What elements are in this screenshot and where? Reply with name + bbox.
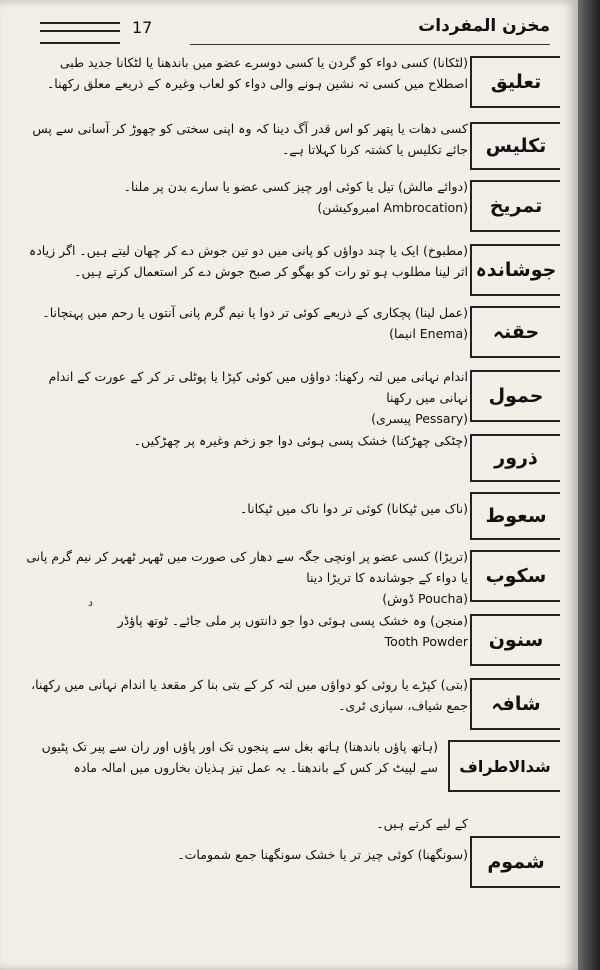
glossary-entry <box>20 732 560 824</box>
glossary-entry <box>20 48 560 114</box>
term-box <box>470 306 560 358</box>
definition: (ہاتھ پاؤں باندھنا) ہاتھ بغل سے پنجوں تک اور پاؤں اور ران سے پیر تک پٹیوں سے لپیٹ کر کس کے باندھنا۔ یہ عمل تیز ہذیان بخاروں میں امالہ مادہ <box>41 739 438 775</box>
definition: (چٹکی چھڑکنا) خشک پسی ہوئی دوا جو زخم وغیرہ پر چھڑکیں۔ <box>133 433 468 448</box>
page-header <box>40 16 550 46</box>
glossary-entry <box>20 542 560 606</box>
term: ذرور <box>494 447 538 469</box>
english-equivalent: Tooth Powder <box>384 634 468 649</box>
definition: (مطبوخ) ایک یا چند دواؤں کو پانی میں دو تین جوش دے کر چھان لیتے ہیں۔ اگر زیادہ اثر لینا مطلوب ہو تو رات کو بھگو کر صبح جوش دے کر استعمال کرتے ہیں۔ <box>28 243 468 279</box>
term: سعوط <box>485 505 547 527</box>
term: تکلیس <box>485 135 547 157</box>
term: تعلیق <box>490 71 542 93</box>
english-equivalent: (انیما Enema) <box>389 326 468 341</box>
term-box <box>470 434 560 482</box>
glossary-entry <box>20 484 560 542</box>
glossary-entry <box>20 824 560 896</box>
glossary-entry <box>20 298 560 362</box>
glossary-entry <box>20 114 560 172</box>
glossary-entry <box>20 606 560 670</box>
term: شموم <box>487 851 545 873</box>
definition: (تریڑا) کسی عضو پر اونچی جگہ سے دھار کی صورت میں ٹھہر ٹھہر کر نیم گرم پانی یا دواء کے جوشاندہ کا تریڑا دینا (ڈوش Poucha) <box>26 549 468 606</box>
definition: (سونگھنا) کوئی چیز تر یا خشک سونگھنا جمع شمومات۔ <box>177 847 468 862</box>
continuation-text: کے لیے کرتے ہیں۔ <box>376 816 468 831</box>
term: سنون <box>488 629 544 651</box>
glossary-entry <box>20 362 560 426</box>
term: تمریخ <box>489 195 543 217</box>
term: شدالاطراف <box>459 756 551 776</box>
term-box <box>470 836 560 888</box>
term-box <box>470 492 560 540</box>
term-box <box>470 614 560 666</box>
glossary-entry <box>20 172 560 236</box>
definition: اندام نہانی میں لتہ رکھنا: دواؤں میں کوئی کپڑا یا پوٹلی تر کر کے عورت کے اندام نہانی میں رکھنا (پیسری Pessary) <box>48 369 468 426</box>
term-box <box>470 244 560 296</box>
term-box <box>470 678 560 730</box>
term-box <box>470 56 560 108</box>
term-box <box>470 370 560 422</box>
english-equivalent: (ڈوش Poucha) <box>382 591 468 606</box>
term-box <box>470 122 560 170</box>
term-box <box>470 180 560 232</box>
definition: کسی دھات یا پتھر کو اس قدر آگ دینا کہ وہ اپنی سختی کو چھوڑ کر آسانی سے پس جائے تکلیس یا کشتہ کرنا کہلاتا ہے۔ <box>32 121 468 157</box>
glossary-entry <box>20 670 560 732</box>
page-edge-shadow <box>578 0 600 970</box>
header-rule <box>190 44 550 45</box>
stray-ink-mark: د <box>88 596 93 609</box>
definition: (منجن) وہ خشک پسی ہوئی دوا جو دانتوں پر ملی جائے۔ ٹوتھ پاؤڈر Tooth Powder <box>117 613 468 649</box>
term-box <box>470 550 560 602</box>
definition: (دوائے مالش) تیل یا کوئی اور چیز کسی عضو یا سارے بدن پر ملنا۔ (امبروکیشن Ambrocation) <box>123 179 468 215</box>
page-number: 17 <box>132 18 153 37</box>
term: حمول <box>488 385 544 407</box>
term: حقنہ <box>492 321 540 343</box>
glossary-entry <box>20 236 560 298</box>
glossary-entries <box>20 48 560 896</box>
english-equivalent: (امبروکیشن Ambrocation) <box>317 200 468 215</box>
term: سکوب <box>485 565 547 587</box>
definition: (عمل لینا) پچکاری کے ذریعے کوئی تر دوا یا نیم گرم پانی آنتوں یا رحم میں پہنچانا۔ (انیما Enema) <box>42 305 468 341</box>
book-title: مخزن المفردات <box>418 16 550 36</box>
term: جوشاندہ <box>475 259 557 281</box>
glossary-entry <box>20 426 560 484</box>
english-equivalent: (پیسری Pessary) <box>371 411 468 426</box>
definition: (بتی) کپڑے یا روئی کو دواؤں میں لتہ کر کے بتی بنا کر مقعد یا اندام نہانی میں رکھنا، جمع شیاف، سپازی ٹری۔ <box>31 677 468 713</box>
term: شافہ <box>491 693 541 715</box>
term-box <box>448 740 560 792</box>
definition: (لٹکانا) کسی دواء کو گردن یا کسی دوسرے عضو میں باندھنا یا لٹکانا جدید طبی اصطلاح میں کسی تہ نشین ہونے والی دواء کو لعاب وغیرہ کے ذریعے معلق رکھنا۔ <box>46 55 468 91</box>
header-ornament-lines <box>40 22 120 44</box>
definition: (ناک میں ٹپکانا) کوئی تر دوا ناک میں ٹپکانا۔ <box>239 501 468 516</box>
